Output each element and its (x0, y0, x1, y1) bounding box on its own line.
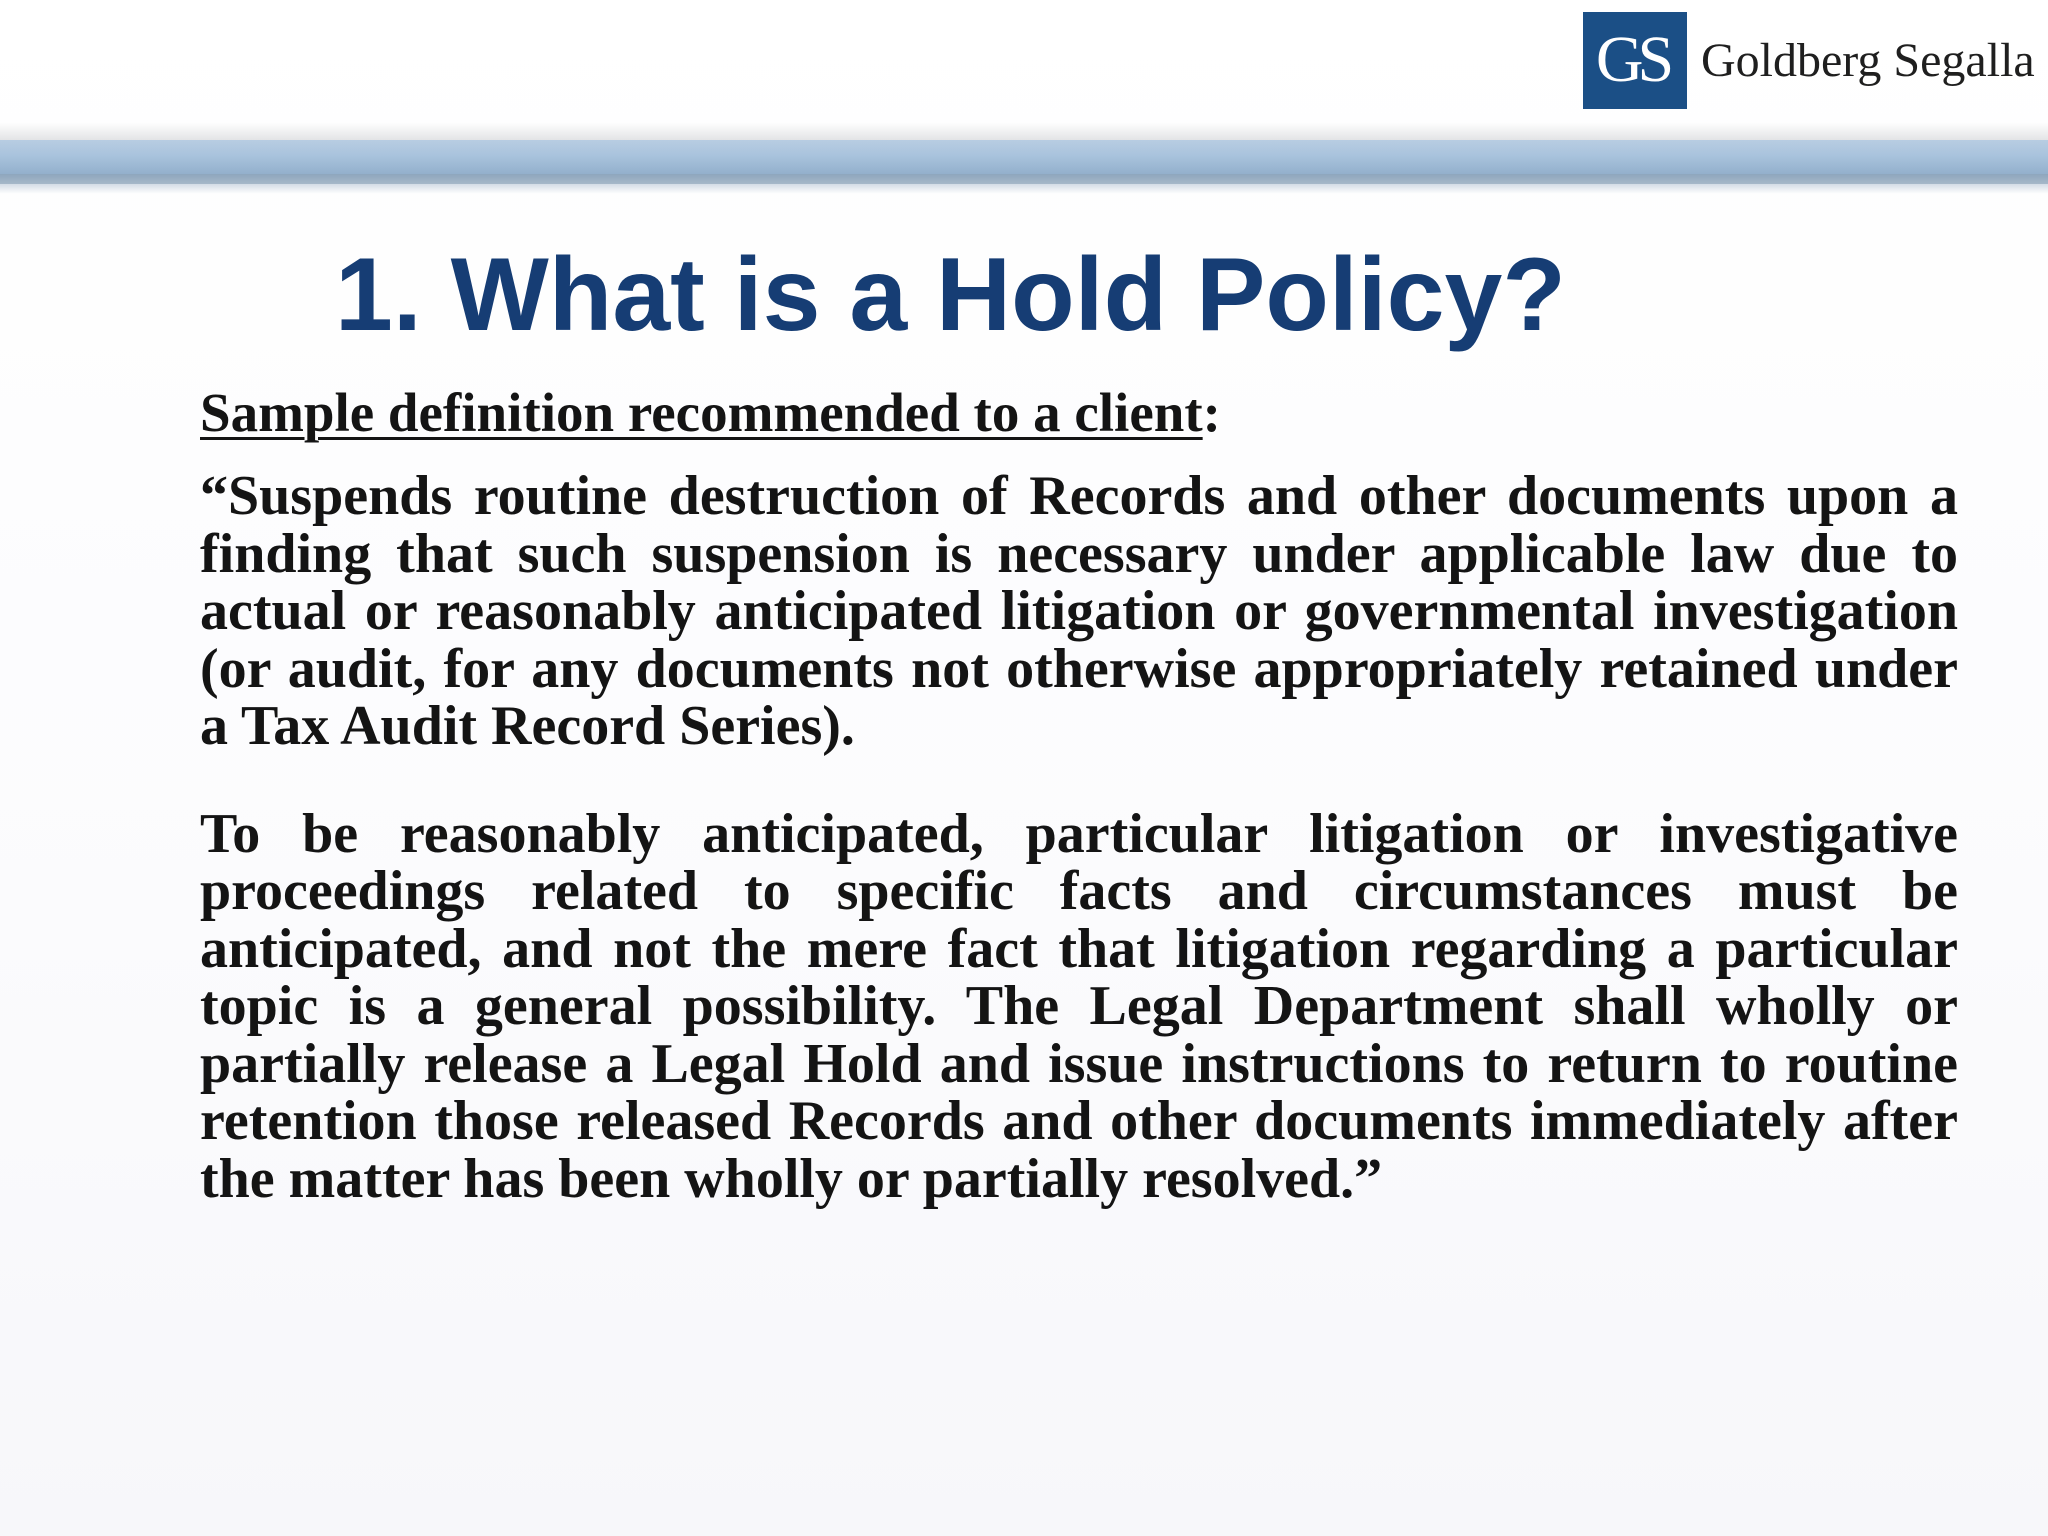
header-band-stripe (0, 140, 2048, 174)
logo-monogram: GS (1583, 12, 1687, 109)
logo-company-name: Goldberg Segalla (1701, 33, 2035, 87)
header-band (0, 122, 2048, 194)
definition-heading (200, 380, 1958, 446)
header-band-stripe-lower (0, 174, 2048, 184)
slide-title: 1. What is a Hold Policy? (335, 237, 1566, 353)
company-logo (1583, 11, 2035, 109)
definition-paragraph-1: “Suspends routine destruction of Records and other documents upon a finding that such suspension is necessary under applicable law due to actual or reasonably anticipated litigation or governmental investigation (or audit, for any documents not otherwise appropriately retained under a Tax Audit Record Series). (200, 465, 1958, 757)
header-band-shadow (0, 122, 2048, 140)
header-band-fade (0, 184, 2048, 194)
definition-heading-colon: : (1202, 382, 1221, 443)
slide-body (200, 380, 1958, 1208)
definition-heading-text: Sample definition recommended to a client (200, 382, 1203, 443)
definition-paragraph-2: To be reasonably anticipated, particular litigation or investigative proceedings related to specific facts and circumstances must be anticipated, and not the mere fact that litigation regarding a particular topic is a general possibility. The Legal Department shall wholly or partially release a Legal Hold and issue instructions to return to routine retention those released Records and other documents immediately after the matter has been wholly or partially resolved.” (200, 802, 1958, 1210)
